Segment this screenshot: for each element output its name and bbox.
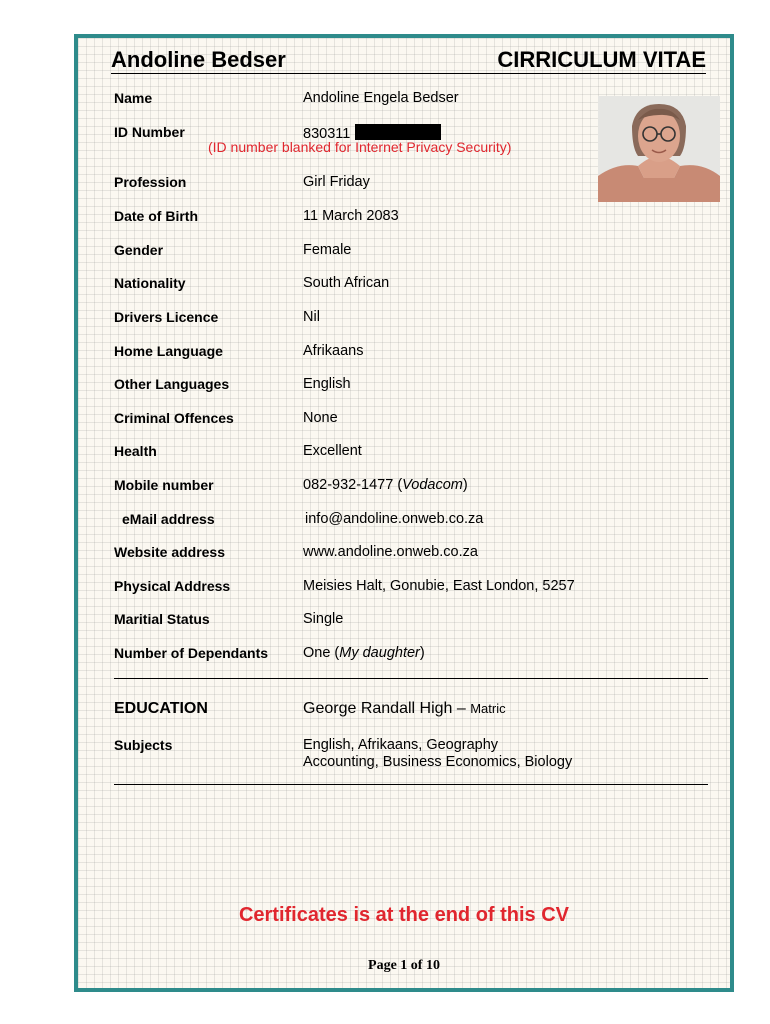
education-school-line (303, 700, 506, 718)
cv-page (74, 34, 734, 992)
label-gender: Gender (114, 242, 164, 258)
value-number-of-dependants (303, 645, 425, 661)
label-website-address: Website address (114, 544, 226, 560)
label-name: Name (114, 90, 153, 106)
id-number-text: 830311 (303, 126, 351, 142)
value-nationality: South African (303, 275, 390, 291)
label-health: Health (114, 443, 157, 459)
value-other-languages: English (303, 376, 351, 392)
label-email-address: eMail address (122, 511, 215, 527)
label-mobile-number: Mobile number (114, 477, 214, 493)
value-email-address: info@andoline.onweb.co.za (305, 511, 484, 527)
value-drivers-licence: Nil (303, 309, 320, 325)
label-profession: Profession (114, 174, 187, 190)
label-drivers-licence: Drivers Licence (114, 309, 219, 325)
value-criminal-offences: None (303, 410, 338, 426)
value-mobile-number (303, 477, 468, 493)
value-date-of-birth: 11 March 2083 (303, 208, 399, 224)
page-total: 10 (425, 958, 440, 973)
value-profession: Girl Friday (303, 174, 370, 190)
certificates-note: Certificates is at the end of this CV (238, 904, 570, 926)
label-physical-address: Physical Address (114, 578, 231, 594)
divider-line (114, 784, 708, 785)
header-title: CIRRICULUM VITAE (497, 47, 706, 72)
education-level: Matric (470, 701, 506, 716)
value-health: Excellent (303, 443, 362, 459)
value-subjects-line1: English, Afrikaans, Geography (303, 737, 499, 753)
page-prefix: Page (368, 958, 401, 973)
label-home-language: Home Language (114, 343, 223, 359)
value-website-address: www.andoline.onweb.co.za (303, 544, 478, 560)
dependants-text: One ( (303, 645, 340, 661)
value-physical-address: Meisies Halt, Gonubie, East London, 5257 (303, 578, 575, 594)
label-id-number: ID Number (114, 124, 185, 140)
page-current: 1 (400, 958, 408, 973)
mobile-number-text: 082-932-1477 ( (303, 477, 403, 493)
value-maritial-status: Single (303, 611, 344, 627)
education-dash: – (452, 700, 471, 717)
value-name: Andoline Engela Bedser (303, 90, 459, 106)
label-number-of-dependants: Number of Dependants (114, 645, 269, 661)
page-number (78, 958, 730, 974)
header-underline (111, 73, 706, 74)
value-home-language: Afrikaans (303, 343, 364, 359)
label-maritial-status: Maritial Status (114, 611, 210, 627)
divider-line (114, 678, 708, 679)
dependants-note: My daughter (339, 645, 420, 661)
page-middle: of (407, 958, 426, 973)
label-nationality: Nationality (114, 275, 186, 291)
dependants-close-paren: ) (419, 645, 425, 661)
redaction-block (355, 124, 441, 140)
label-other-languages: Other Languages (114, 376, 230, 392)
header-name: Andoline Bedser (111, 47, 286, 72)
profile-photo (598, 96, 720, 202)
label-criminal-offences: Criminal Offences (114, 410, 234, 426)
value-subjects-line2: Accounting, Business Economics, Biology (303, 754, 573, 770)
label-date-of-birth: Date of Birth (114, 208, 198, 224)
id-privacy-note: (ID number blanked for Internet Privacy Security) (208, 139, 512, 155)
mobile-close-paren: ) (462, 477, 468, 493)
education-school: George Randall High (303, 700, 453, 717)
education-heading: EDUCATION (114, 700, 208, 717)
label-subjects: Subjects (114, 737, 173, 753)
mobile-network: Vodacom (402, 477, 463, 493)
value-gender: Female (303, 242, 352, 258)
